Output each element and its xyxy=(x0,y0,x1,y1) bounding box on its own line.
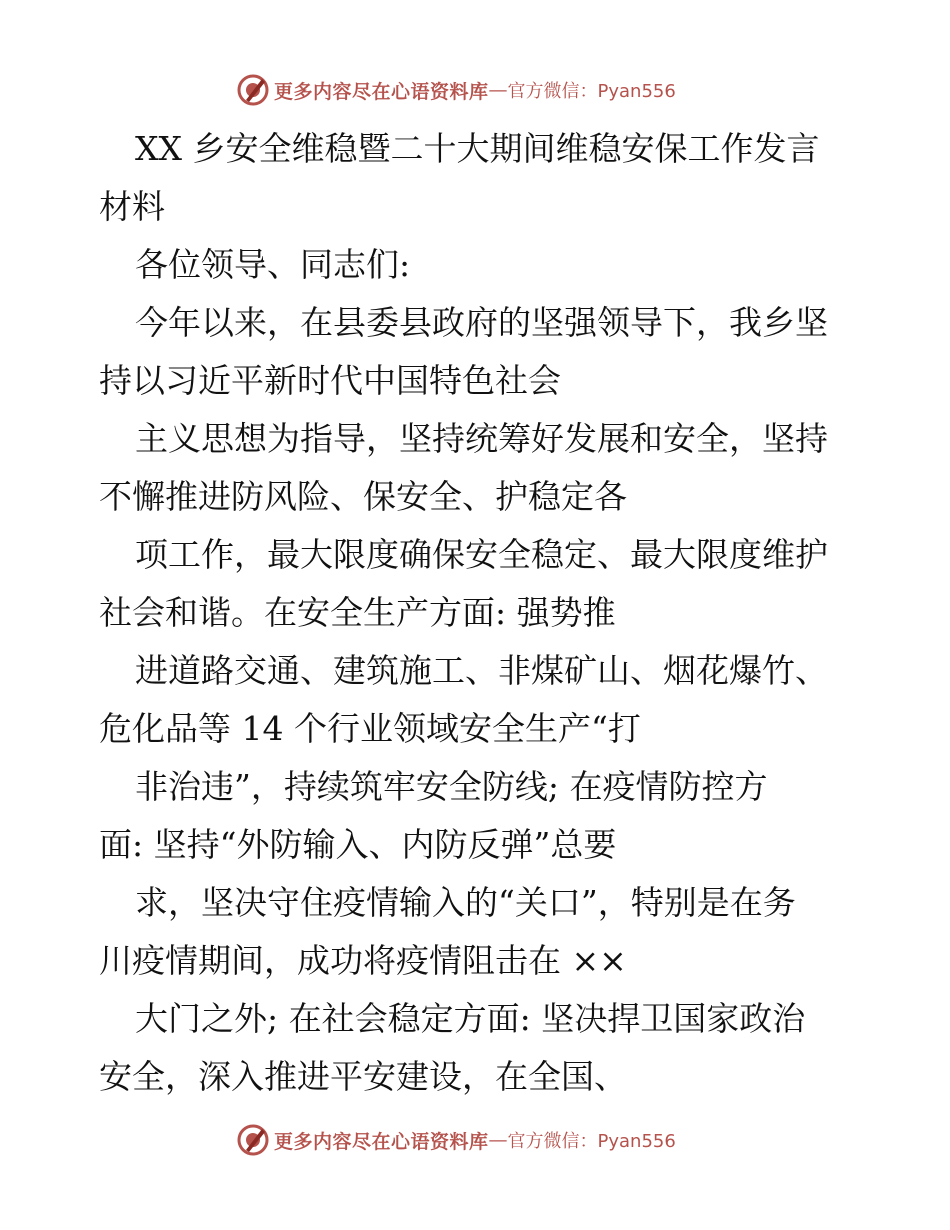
body-line: 大门之外; 在社会稳定方面: 坚决捍卫国家政治 xyxy=(135,999,806,1038)
body-line: 川疫情期间，成功将疫情阻击在 ×× xyxy=(99,941,627,980)
body-line: 主义思想为指导，坚持统筹好发展和安全，坚持 xyxy=(135,419,828,458)
body-line: 进道路交通、建筑施工、非煤矿山、烟花爆竹、 xyxy=(135,651,828,690)
salutation: 各位领导、同志们: xyxy=(135,245,411,284)
body-line: 社会和谐。在安全生产方面: 强势推 xyxy=(99,593,616,632)
body-line: 不懈推进防风险、保安全、护稳定各 xyxy=(99,477,627,516)
body-line: 今年以来，在县委县政府的坚强领导下，我乡坚 xyxy=(135,303,828,342)
body-line: 项工作，最大限度确保安全稳定、最大限度维护 xyxy=(135,535,828,574)
header-watermark xyxy=(236,72,676,108)
watermark-wechat: 官方微信：Pyan556 xyxy=(507,1131,676,1152)
body-line: 危化品等 14 个行业领域安全生产“打 xyxy=(99,709,641,748)
pen-logo-icon xyxy=(236,1123,270,1157)
watermark-brand: 更多内容尽在心语资料库 xyxy=(274,80,489,103)
body-line: 持以习近平新时代中国特色社会 xyxy=(99,361,561,400)
body-line: 安全，深入推进平安建设，在全国、 xyxy=(99,1057,627,1096)
watermark-brand: 更多内容尽在心语资料库 xyxy=(274,1130,489,1153)
watermark-separator: — xyxy=(488,1129,508,1151)
body-line: 求，坚决守住疫情输入的“关口”，特别是在务 xyxy=(135,883,796,922)
document-title-line-1: XX 乡安全维稳暨二十大期间维稳安保工作发言 xyxy=(135,129,820,168)
body-line: 面: 坚持“外防输入、内防反弹”总要 xyxy=(99,825,617,864)
watermark-separator: — xyxy=(488,79,508,101)
pen-logo-icon xyxy=(236,73,270,107)
document-title-line-2: 材料 xyxy=(99,187,165,226)
watermark-wechat: 官方微信：Pyan556 xyxy=(507,81,676,102)
body-line: 非治违”，持续筑牢安全防线; 在疫情防控方 xyxy=(135,767,768,806)
footer-watermark xyxy=(236,1122,676,1158)
